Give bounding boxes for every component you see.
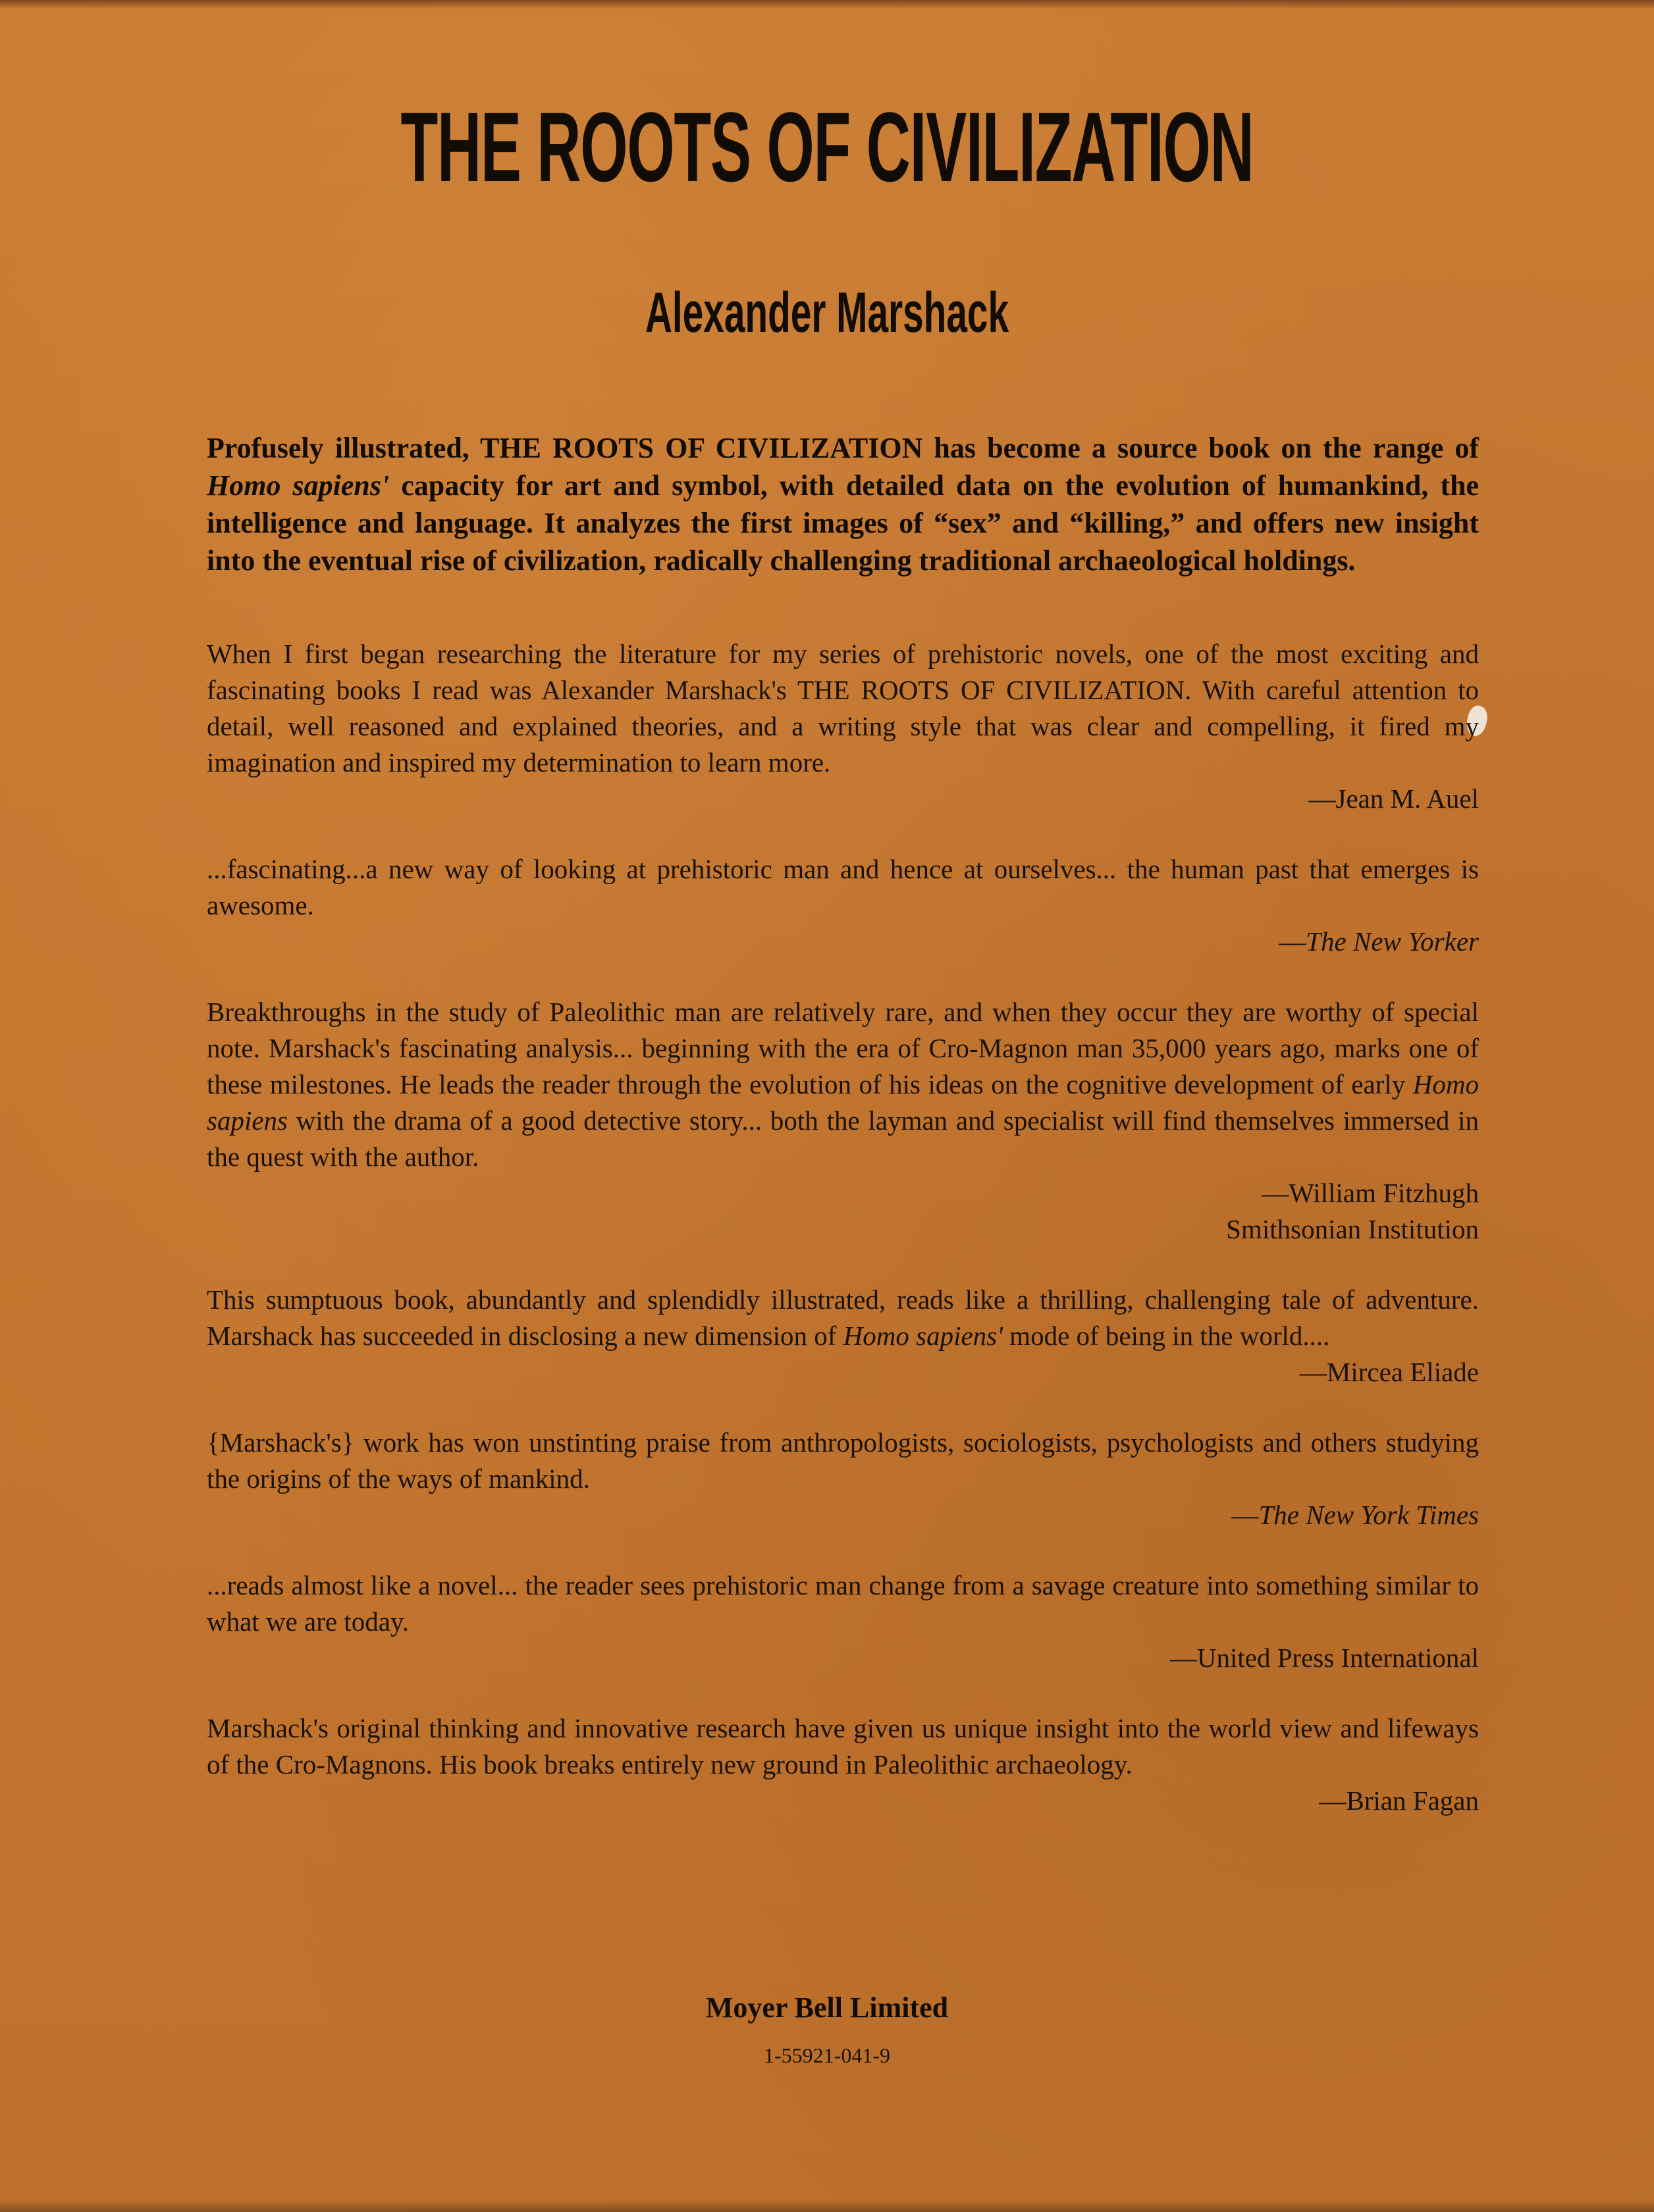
review-attribution: —Mircea Eliade (1299, 1357, 1479, 1387)
review-quote (207, 636, 1479, 817)
review-quote (207, 1425, 1479, 1533)
review-attribution: —Brian Fagan (1319, 1785, 1479, 1816)
book-title: THE ROOTS OF CIVILIZATION (400, 92, 1254, 202)
blurb-text-part2: capacity for art and symbol, with detailed data on the evolution of humankind, the intelligence and language. It analyzes the first images of “sex” and “killing,” and offers new insight into the eventual rise of civilization, radically challenging traditional archaeological holdings. (207, 469, 1479, 577)
cover-top-edge (0, 0, 1654, 9)
review-text-part1: This sumptuous book, abundantly and splendidly illustrated, reads like a thrilling, challenging tale of adventure. Marshack has succeeded in disclosing a new dimension of (207, 1284, 1479, 1351)
review-text: ...reads almost like a novel... the reader sees prehistoric man change from a savage creature into something similar to what we are today. (207, 1570, 1479, 1637)
review-quote (207, 1282, 1479, 1390)
reviews-list (207, 636, 1479, 1853)
review-quote (207, 851, 1479, 960)
review-text-part2: mode of being in the world.... (1002, 1321, 1330, 1351)
review-text: ...fascinating...a new way of looking at prehistoric man and hence at ourselves... the human past that emerges is awesome. (207, 854, 1479, 920)
review-text: {Marshack's} work has won unstinting praise from anthropologists, sociologists, psychologists and others studying the origins of the ways of mankind. (207, 1427, 1479, 1494)
cover-bottom-edge (0, 2200, 1654, 2212)
review-quote (207, 994, 1479, 1248)
blurb-italic: Homo sapiens' (207, 469, 390, 502)
review-text-part1: Breakthroughs in the study of Paleolithic man are relatively rare, and when they occur they are worthy of special note. Marshack's fascinating analysis... beginning with the era of Cro-Magnon man 35,000 years ago, marks one of these milestones. He leads the reader through the evolution of his ideas on the cognitive development of early (207, 997, 1479, 1099)
review-attribution: —Jean M. Auel (1308, 783, 1479, 814)
review-quote (207, 1710, 1479, 1819)
attribution-dash: — (1231, 1500, 1259, 1530)
review-quote (207, 1567, 1479, 1676)
isbn-number: 1-55921-041-9 (764, 2043, 890, 2067)
book-author: Alexander Marshack (645, 281, 1009, 344)
attribution-publication: The New York Times (1258, 1500, 1479, 1530)
review-attribution-affiliation: Smithsonian Institution (1226, 1214, 1479, 1244)
review-text-italic: Homo sapiens (207, 1069, 1479, 1136)
review-attribution (207, 1497, 1479, 1533)
review-text (207, 994, 1479, 1175)
attribution-publication: The New Yorker (1306, 926, 1479, 957)
review-attribution: —United Press International (1169, 1643, 1479, 1673)
publisher-name: Moyer Bell Limited (705, 1991, 949, 2024)
review-text-part2: with the drama of a good detective story... both the layman and specialist will find themselves immersed in the quest with the author. (207, 1105, 1479, 1172)
blurb-text-part1: Profusely illustrated, THE ROOTS OF CIVILIZATION has become a source book on the range of (207, 432, 1479, 464)
review-text: Marshack's original thinking and innovative research have given us unique insight into the world view and lifeways of the Cro-Magnons. His book breaks entirely new ground in Paleolithic archaeology. (207, 1713, 1479, 1779)
attribution-dash: — (1279, 926, 1306, 957)
review-attribution: —William Fitzhugh (1262, 1178, 1479, 1208)
review-text: When I first began researching the literature for my series of prehistoric novels, one of the most exciting and fascinating books I read was Alexander Marshack's THE ROOTS OF CIVILIZATION. With careful attention to detail, well reasoned and explained theories, and a writing style that was clear and compelling, it fired my imagination and inspired my determination to learn more. (207, 639, 1479, 777)
review-text (207, 1282, 1479, 1354)
description-blurb (207, 429, 1479, 579)
review-text-italic: Homo sapiens' (843, 1321, 1003, 1351)
review-attribution (207, 924, 1479, 960)
